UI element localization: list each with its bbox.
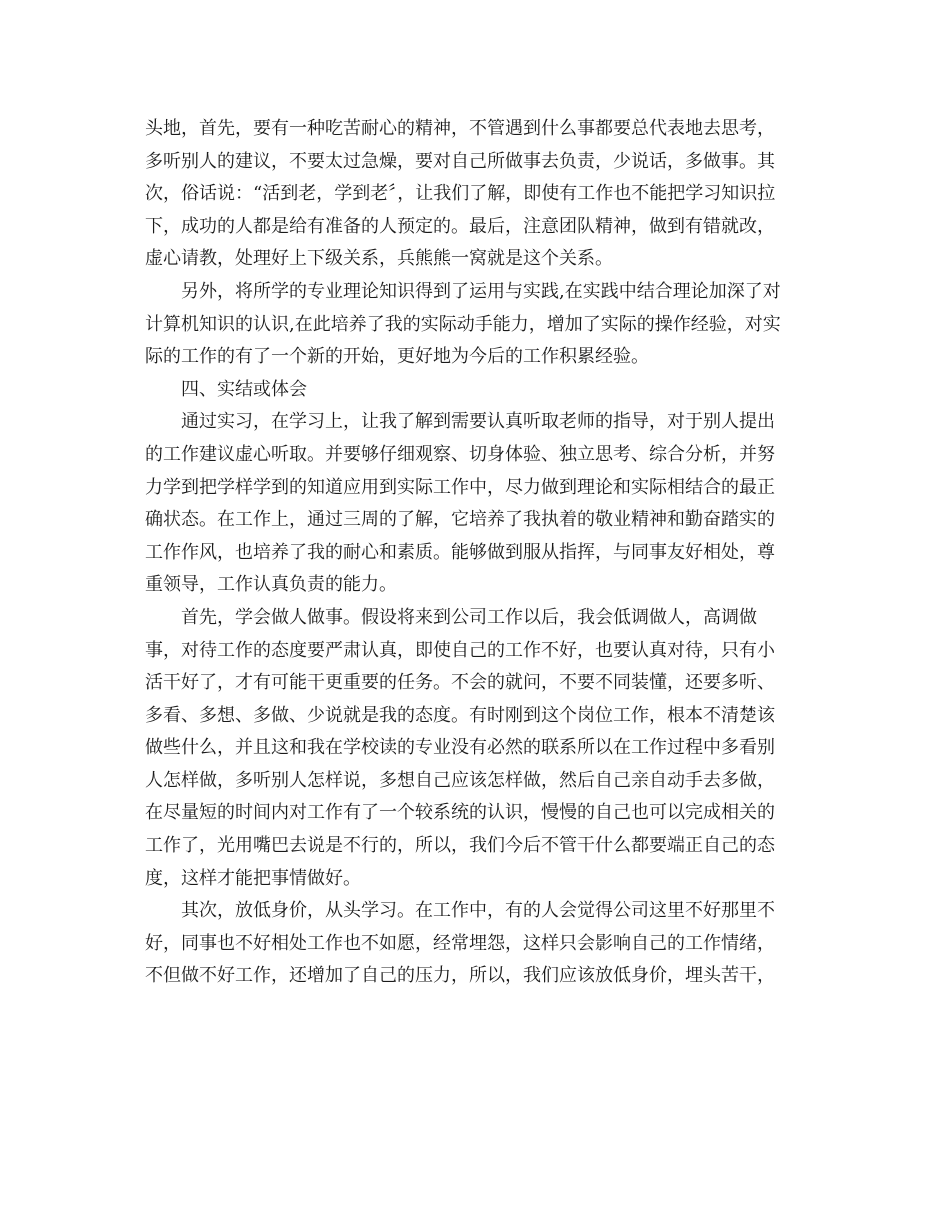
text-line: 虚心请教，处理好上下级关系，兵熊熊一窝就是这个关系。 [145, 248, 613, 270]
text-line: 多听别人的建议，不要太过急燥，要对自己所做事去负责，少说话，多做事。其 [145, 150, 775, 172]
text-line: 力学到把学样学到的知道应用到实际工作中，尽力做到理论和实际相结合的最正 [145, 476, 775, 498]
text-line: 头地，首先，要有一种吃苦耐心的精神，不管遇到什么事都要总代表地去思考， [145, 118, 775, 139]
text-line: 活干好了，才有可能干更重要的任务。不会的就问，不要不同装懂，还要多听、 [145, 672, 775, 694]
paragraph-start-line: 首先，学会做人做事。假设将来到公司工作以后，我会低调做人，高调做 [181, 606, 757, 628]
text-line: 际的工作的有了一个新的开始，更好地为今后的工作积累经验。 [145, 346, 649, 368]
text-line: 度，这样才能把事情做好。 [145, 867, 361, 889]
text-line: 重领导，工作认真负责的能力。 [145, 574, 397, 596]
text-line: 的工作建议虚心听取。并要够仔细观察、切身体验、独立思考、综合分析，并努 [145, 443, 775, 465]
text-line: 事，对待工作的态度要严肃认真，即使自己的工作不好，也要认真对待，只有小 [145, 639, 775, 661]
text-line: 工作了，光用嘴巴去说是不行的，所以，我们今后不管干什么都要端正自己的态 [145, 835, 775, 857]
text-line: 多看、多想、多做、少说就是我的态度。有时刚到这个岗位工作，根本不清楚该 [145, 704, 775, 726]
text-line: 好，同事也不好相处工作也不如愿，经常埋怨，这样只会影响自己的工作情绪， [145, 932, 775, 954]
text-line: 做些什么，并且这和我在学校读的专业没有必然的联系所以在工作过程中多看别 [145, 737, 775, 759]
text-line: 次，俗话说：“活到老，学到老〞，让我们了解，即使有工作也不能把学习知识拉 [145, 183, 776, 205]
document-body [145, 113, 809, 993]
text-line: 人怎样做，多听别人怎样说，多想自己应该怎样做，然后自己亲自动手去多做， [145, 769, 775, 791]
paragraph-start-line: 其次，放低身价，从头学习。在工作中，有的人会觉得公司这里不好那里不 [181, 900, 775, 922]
paragraph-start-line: 另外，将所学的专业理论知识得到了运用与实践,在实践中结合理论加深了对 [181, 280, 781, 302]
text-line: 不但做不好工作，还增加了自己的压力，所以，我们应该放低身价，埋头苦干， [145, 965, 775, 987]
paragraph-start-line: 通过实习，在学习上，让我了解到需要认真听取老师的指导，对于别人提出 [181, 411, 775, 433]
text-line: 工作作风，也培养了我的耐心和素质。能够做到服从指挥，与同事友好相处，尊 [145, 541, 775, 563]
text-line: 下，成功的人都是给有准备的人预定的。最后，注意团队精神，做到有错就改， [145, 215, 775, 237]
text-line: 计算机知识的认识,在此培养了我的实际动手能力，增加了实际的操作经验，对实 [145, 313, 781, 335]
section-heading: 四、实结或体会 [181, 378, 307, 400]
text-line: 确状态。在工作上，通过三周的了解，它培养了我执着的敬业精神和勤奋踏实的 [145, 509, 775, 531]
text-line: 在尽量短的时间内对工作有了一个较系统的认识，慢慢的自己也可以完成相关的 [145, 802, 775, 824]
